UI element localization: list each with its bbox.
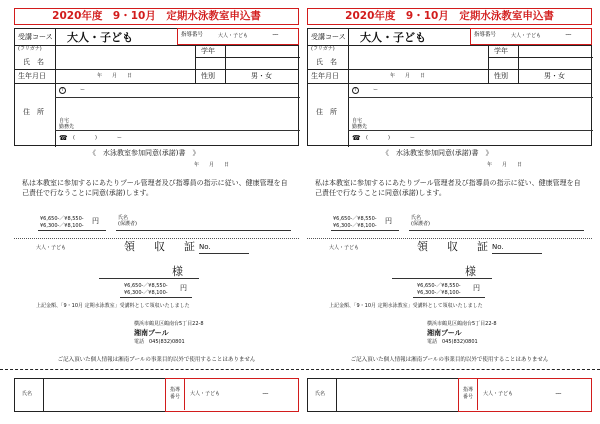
phone-value: ( ) ー [73,135,122,141]
birthdate-label: 生年月日 [18,72,46,80]
home-label: 自宅 [59,118,70,124]
phone-icon: ☎ [59,134,68,142]
guardian-label: 氏名 [118,215,129,221]
consent-date: 年 月 日 [194,162,230,168]
reg-no-label: 指導番号 [474,32,497,38]
course-value: 大人・子ども [360,31,426,44]
reg-no-value: 大人・子ども [218,33,249,39]
reg-no-label: 指導番号 [181,32,204,38]
birthdate-label: 生年月日 [311,72,339,80]
furigana-label: (フリガナ) [18,46,42,52]
issuer-address: 横浜市鶴見区鶴南台5丁目22-8 [427,321,497,327]
course-label: 受講コース [18,33,53,41]
stub-reg-box [165,378,299,412]
issuer-name: 湘南プール [134,329,169,337]
receipt-fee-line-1: ¥6,650-／¥8,550- [124,283,168,289]
receipt-no: No. [199,243,211,251]
stub-left [14,378,299,412]
received-text: 上記金額、「9・10月 定期水泳教室」受講料として領収いたしました [329,303,483,309]
application-form-left [14,8,299,368]
birthdate-value: 年 月 日 [390,73,426,79]
stub-reg-dash: ー [262,390,269,398]
issuer-name: 湘南プール [427,329,462,337]
consent-text: 私は本教室に参加するにあたりプール管理者及び指導員の指示に従い、健康管理を自己責任で行なうことに同意(承諾)します。 [22,179,288,197]
stub-reg-dash: ー [555,390,562,398]
grade-label: 学年 [494,47,508,55]
issuer-phone: 電話 045(832)0801 [134,339,185,345]
work-label: 勤務先 [59,124,75,130]
stub-reg-label: 指導 [170,387,181,393]
address-label: 住 所 [316,108,337,116]
postal-dash: ー [80,87,86,93]
grade-label: 学年 [201,47,215,55]
postal-dash: ー [373,87,379,93]
gender-label: 性別 [494,72,508,80]
receipt-fee-unit: 円 [473,284,480,292]
fee-line-2: ¥6,300-／¥8,100- [333,223,377,229]
course-value: 大人・子ども [67,31,133,44]
stub-right [307,378,592,412]
reg-no-box [177,28,299,45]
form-grid [14,28,299,146]
name-label: 氏 名 [23,58,44,66]
receipt-title: 領 収 証 [417,240,492,253]
receipt-course: 大人・子ども [36,245,67,251]
stub-reg-label-2: 番号 [463,394,474,400]
home-label: 自宅 [352,118,363,124]
address-label: 住 所 [23,108,44,116]
fee-line-1: ¥6,650-／¥8,550- [40,216,84,222]
birthdate-value: 年 月 日 [97,73,133,79]
reg-no-box [470,28,592,45]
issuer-address: 横浜市鶴見区鶴南台5丁目22-8 [134,321,204,327]
guardian-label: 氏名 [411,215,422,221]
furigana-label: (フリガナ) [311,46,335,52]
consent-date: 年 月 日 [487,162,523,168]
stub-reg-value: 大人・子ども [190,391,221,397]
postal-icon: 〒 [353,87,359,93]
course-label: 受講コース [311,33,346,41]
sama-label: 様 [172,265,187,278]
reg-no-value: 大人・子ども [511,33,542,39]
sama-label: 様 [465,265,480,278]
issuer-phone: 電話 045(832)0801 [427,339,478,345]
receipt-fee-line-2: ¥6,300-／¥8,100- [417,290,461,296]
stub-reg-box [458,378,592,412]
fee-line-1: ¥6,650-／¥8,550- [333,216,377,222]
name-label: 氏 名 [316,58,337,66]
gender-value: 男・女 [544,72,565,80]
stub-reg-label: 指導 [463,387,474,393]
receipt-fee-unit: 円 [180,284,187,292]
receipt-course: 大人・子ども [329,245,360,251]
application-form-right [307,8,592,368]
stub-name-label: 氏名 [22,391,33,397]
gender-value: 男・女 [251,72,272,80]
form-title: 2020年度 9・10月 定期水泳教室申込書 [14,8,299,25]
work-label: 勤務先 [352,124,368,130]
stub-reg-value: 大人・子ども [483,391,514,397]
fee-unit: 円 [385,217,392,225]
receipt-title: 領 収 証 [124,240,199,253]
stub-name-label: 氏名 [315,391,326,397]
stub-reg-label-2: 番号 [170,394,181,400]
consent-heading: 《 水泳教室参加同意(承諾)書 》 [89,149,200,157]
form-title: 2020年度 9・10月 定期水泳教室申込書 [307,8,592,25]
postal-icon: 〒 [60,87,66,93]
receipt-no: No. [492,243,504,251]
privacy-note-right: ご記入頂いた個人情報は湘南プールの事業目的以外で使用することはありません [350,357,549,363]
guardian-label-sub: (保護者) [411,221,430,227]
consent-heading: 《 水泳教室参加同意(承諾)書 》 [382,149,493,157]
cut-line [0,369,600,370]
received-text: 上記金額、「9・10月 定期水泳教室」受講料として領収いたしました [36,303,190,309]
receipt-fee-line-1: ¥6,650-／¥8,550- [417,283,461,289]
fee-line-2: ¥6,300-／¥8,100- [40,223,84,229]
gender-label: 性別 [201,72,215,80]
guardian-label-sub: (保護者) [118,221,137,227]
form-grid [307,28,592,146]
fee-unit: 円 [92,217,99,225]
phone-icon: ☎ [352,134,361,142]
consent-text: 私は本教室に参加するにあたりプール管理者及び指導員の指示に従い、健康管理を自己責任で行なうことに同意(承諾)します。 [315,179,581,197]
reg-no-dash: ー [272,31,279,39]
receipt-fee-line-2: ¥6,300-／¥8,100- [124,290,168,296]
privacy-note-left: ご記入頂いた個人情報は湘南プールの事業目的以外で使用することはありません [57,357,256,363]
reg-no-dash: ー [565,31,572,39]
phone-value: ( ) ー [366,135,415,141]
